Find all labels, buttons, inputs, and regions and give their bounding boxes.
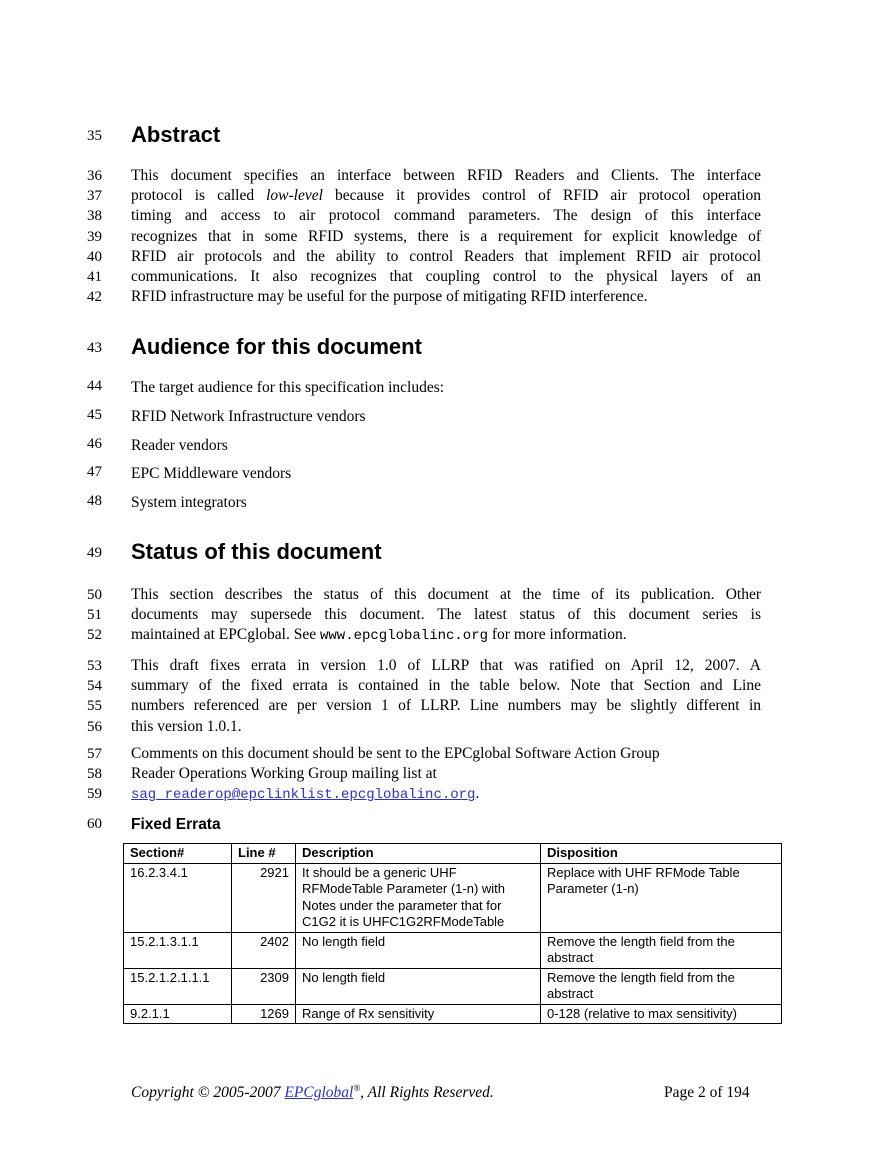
description-cell: Range of Rx sensitivity [296, 1004, 541, 1024]
section-cell: 15.2.1.2.1.1.1 [124, 968, 232, 1004]
mailing-list-link[interactable]: sag_readerop@epclinklist.epcglobalinc.org [131, 787, 476, 804]
line-number: 60 [87, 816, 102, 832]
disposition-cell: Replace with UHF RFMode Table Parameter (1-n) [541, 863, 782, 932]
audience-intro: The target audience for this specification includes: [131, 379, 445, 396]
line-cell: 2402 [232, 932, 296, 968]
page-number: Page 2 of 194 [664, 1084, 750, 1101]
line-cell: 2921 [232, 863, 296, 932]
status-p1-line-numbers: 50 51 52 [87, 587, 102, 644]
line-number: 48 [87, 493, 102, 509]
section-cell: 16.2.3.4.1 [124, 863, 232, 932]
table-header-row [124, 844, 782, 864]
epcglobal-link[interactable]: EPCglobal [284, 1084, 354, 1101]
website-url: www.epcglobalinc.org [319, 628, 489, 645]
audience-item: EPC Middleware vendors [131, 465, 292, 482]
line-number: 44 [87, 378, 102, 394]
column-header: Disposition [541, 844, 782, 864]
errata-heading: Fixed Errata [131, 816, 221, 833]
line-cell: 2309 [232, 968, 296, 1004]
line-number: 43 [87, 340, 102, 356]
audience-item: Reader vendors [131, 437, 228, 454]
column-header: Line # [232, 844, 296, 864]
description-cell: It should be a generic UHF RFModeTable Parameter (1-n) with Notes under the parameter that for C1G2 it is UHFC1G2RFModeTable [296, 863, 541, 932]
status-paragraph-1: This section describes the status of this document at the time of its publication. Other documents may supersede this document. The latest status of this document series is maintained at EPCglobal. See www.epcglobalinc.org for more information. [131, 586, 761, 645]
section-cell: 15.2.1.3.1.1 [124, 932, 232, 968]
line-number: 46 [87, 436, 102, 452]
table-row [124, 1004, 782, 1024]
audience-heading: Audience for this document [131, 334, 422, 359]
column-header: Description [296, 844, 541, 864]
errata-table [123, 843, 782, 1024]
disposition-cell: Remove the length field from the abstract [541, 968, 782, 1004]
status-paragraph-2: This draft fixes errata in version 1.0 of LLRP that was ratified on April 12, 2007. A summary of the fixed errata is contained in the table below. Note that Section and Line numbers referenced are per version 1 of LLRP. Line numbers may be slightly different in this version 1.0.1. [131, 657, 761, 735]
abstract-paragraph: This document specifies an interface between RFID Readers and Clients. The interface protocol is called low-level because it provides control of RFID air protocol operation timing and access to air protocol command parameters. The design of this interface recognizes that in some RFID systems, there is a requirement for explicit knowledge of RFID air protocols and the ability to control Readers that implement RFID air protocol communications. It also recognizes that coupling control to the physical layers of an RFID infrastructure may be useful for the purpose of mitigating RFID interference. [131, 167, 761, 306]
description-cell: No length field [296, 968, 541, 1004]
description-cell: No length field [296, 932, 541, 968]
abstract-line-numbers: 36 37 38 39 40 41 42 [87, 168, 102, 306]
column-header: Section# [124, 844, 232, 864]
line-number: 49 [87, 545, 102, 561]
line-number: 45 [87, 407, 102, 423]
disposition-cell: 0-128 (relative to max sensitivity) [541, 1004, 782, 1024]
table-row [124, 932, 782, 968]
table-row [124, 863, 782, 932]
status-p2-line-numbers: 53 54 55 56 [87, 658, 102, 735]
section-cell: 9.2.1.1 [124, 1004, 232, 1024]
line-number: 35 [87, 128, 102, 144]
audience-item: System integrators [131, 494, 247, 511]
abstract-heading: Abstract [131, 122, 221, 147]
line-cell: 1269 [232, 1004, 296, 1024]
status-paragraph-3: Comments on this document should be sent to the EPCglobal Software Action Group Reader Operations Working Group mailing list at sag_readerop@epclinklist.epcglobalinc.org. [131, 745, 660, 804]
disposition-cell: Remove the length field from the abstract [541, 932, 782, 968]
footer-copyright: Copyright © 2005-2007 EPCglobal®, All Rights Reserved. [131, 1082, 494, 1101]
audience-item: RFID Network Infrastructure vendors [131, 408, 366, 425]
status-heading: Status of this document [131, 539, 382, 564]
table-row [124, 968, 782, 1004]
line-number: 47 [87, 464, 102, 480]
status-p3-line-numbers: 57 58 59 [87, 746, 102, 803]
